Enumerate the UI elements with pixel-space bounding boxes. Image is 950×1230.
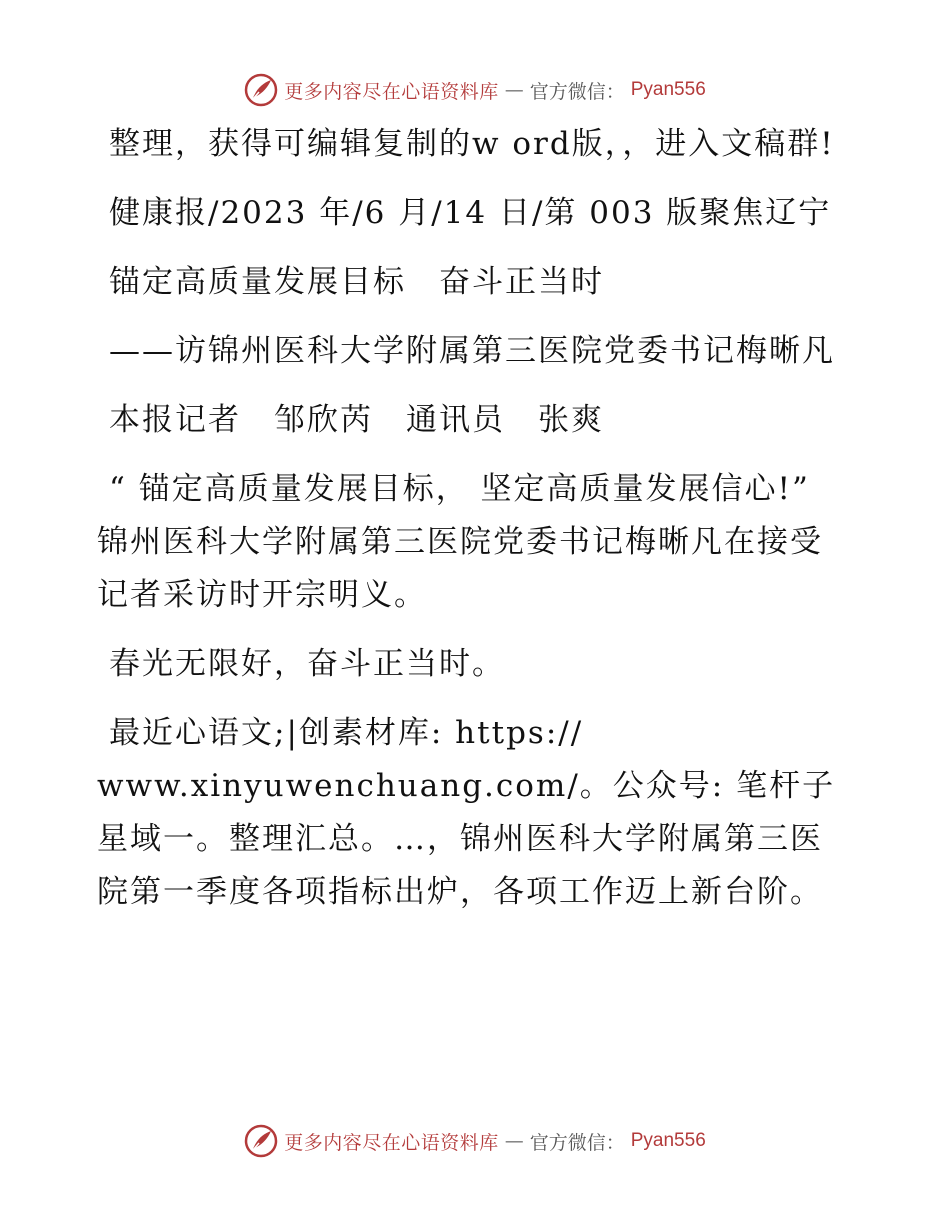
paragraph-source: 健康报/2023 年/6 月/14 日/第 003 版聚焦辽宁 [109,195,832,231]
watermark-official-label: 官方微信： [529,1131,625,1154]
watermark-official-label: 官方微信： [529,80,625,103]
watermark-dash: — [504,79,524,101]
footer-watermark [0,1121,950,1161]
watermark-text: 更多内容尽在心语资料库 [284,80,499,103]
paragraph-intro: 整理，获得可编辑复制的w ord版，，进入文稿群! [109,126,835,162]
quill-logo-icon [244,73,278,107]
article-title: 锚定高质量发展目标 奋斗正当时 [109,264,604,300]
watermark-text: 更多内容尽在心语资料库 [284,1131,499,1154]
paragraph-latest: 最近心语文;|创素材库: https:// www.xinyuwenchuang.com/。公众号: 笔杆子星域一。整理汇总。…，锦州医科大学附属第三医院第一季度各项指标出炉，各项工作迈上新台阶。 [97,715,836,910]
watermark-wechat-id: Pyan556 [630,79,706,100]
document-body [97,118,853,935]
article-byline: 本报记者 邹欣芮 通讯员 张爽 [109,402,604,438]
paragraph-quote: “ 锚定高质量发展目标， 坚定高质量发展信心!” 锦州医科大学附属第三医院党委书记梅晰凡在接受记者采访时开宗明义。 [97,471,823,613]
header-watermark [0,70,950,110]
watermark-dash: — [504,1130,524,1152]
quill-logo-icon [244,1124,278,1158]
article-subtitle: ——访锦州医科大学附属第三医院党委书记梅晰凡 [109,333,835,369]
paragraph-spring: 春光无限好，奋斗正当时。 [109,646,505,682]
watermark-wechat-id: Pyan556 [630,1130,706,1151]
